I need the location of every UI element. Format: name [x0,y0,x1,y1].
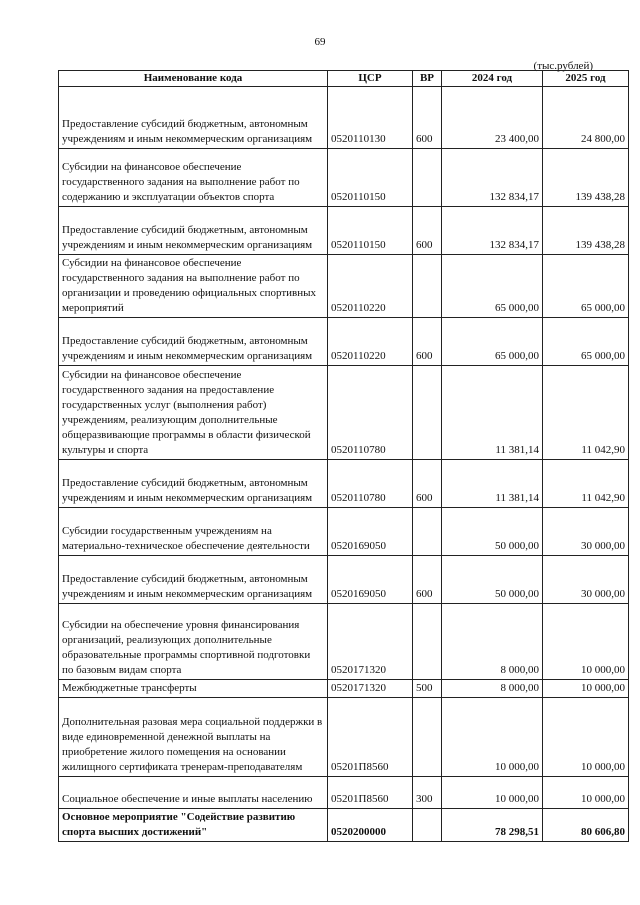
row-vr: 300 [413,777,442,809]
row-2024: 10 000,00 [442,698,543,777]
row-name: Основное мероприятие "Содействие развитию спорта высших достижений" [59,809,328,842]
row-2024: 132 834,17 [442,149,543,207]
row-csr: 0520110780 [328,366,413,460]
row-name: Предоставление субсидий бюджетным, автономным учреждениям и иным некоммерческим организациям [59,460,328,508]
header-csr: ЦСР [328,71,413,87]
header-2025: 2025 год [543,71,629,87]
row-2024: 11 381,14 [442,366,543,460]
row-2024: 65 000,00 [442,255,543,318]
row-vr [413,698,442,777]
row-2024: 50 000,00 [442,508,543,556]
row-2025: 139 438,28 [543,149,629,207]
row-name: Предоставление субсидий бюджетным, автономным учреждениям и иным некоммерческим организациям [59,556,328,604]
row-2025: 65 000,00 [543,318,629,366]
row-name: Социальное обеспечение и иные выплаты населению [59,777,328,809]
table-row [59,460,629,508]
row-name: Дополнительная разовая мера социальной поддержки в виде единовременной денежной выплаты на приобретение жилого помещения на основании жилищного сертификата тренерам-преподавателям [59,698,328,777]
row-vr [413,149,442,207]
table-row [59,508,629,556]
row-name: Предоставление субсидий бюджетным, автономным учреждениям и иным некоммерческим организациям [59,318,328,366]
row-vr [413,604,442,680]
row-vr: 600 [413,207,442,255]
row-2024: 10 000,00 [442,777,543,809]
row-2025: 80 606,80 [543,809,629,842]
row-name: Субсидии на финансовое обеспечение государственного задания на выполнение работ по содержанию и эксплуатации объектов спорта [59,149,328,207]
table-row [59,680,629,698]
row-vr [413,508,442,556]
row-vr [413,255,442,318]
row-2024: 8 000,00 [442,680,543,698]
table-row [59,604,629,680]
row-csr: 05201П8560 [328,698,413,777]
row-name: Субсидии на обеспечение уровня финансирования организаций, реализующих дополнительные образовательные программы спортивной подготовки по базовым видам спорта [59,604,328,680]
table-row [59,366,629,460]
row-2024: 50 000,00 [442,556,543,604]
row-csr: 0520169050 [328,556,413,604]
row-2024: 8 000,00 [442,604,543,680]
row-csr: 0520171320 [328,680,413,698]
row-2025: 139 438,28 [543,207,629,255]
row-name: Субсидии на финансовое обеспечение государственного задания на выполнение работ по организации и проведению официальных спортивных мероприятий [59,255,328,318]
row-2025: 10 000,00 [543,680,629,698]
table-row [59,255,629,318]
table-row [59,207,629,255]
table-row [59,318,629,366]
row-2025: 10 000,00 [543,698,629,777]
row-2024: 65 000,00 [442,318,543,366]
row-2025: 65 000,00 [543,255,629,318]
row-2024: 132 834,17 [442,207,543,255]
row-vr [413,366,442,460]
header-2024: 2024 год [442,71,543,87]
row-2025: 11 042,90 [543,366,629,460]
page-number: 69 [314,36,326,48]
row-csr: 0520169050 [328,508,413,556]
row-vr [413,809,442,842]
row-vr: 600 [413,87,442,149]
row-vr: 600 [413,556,442,604]
row-csr: 0520110130 [328,87,413,149]
row-csr: 0520110220 [328,255,413,318]
table-header-row [59,71,629,87]
table-row [59,777,629,809]
row-vr: 600 [413,318,442,366]
row-csr: 0520171320 [328,604,413,680]
row-csr: 0520110220 [328,318,413,366]
table-row-total [59,809,629,842]
row-name: Предоставление субсидий бюджетным, автономным учреждениям и иным некоммерческим организациям [59,87,328,149]
header-vr: ВР [413,71,442,87]
row-vr: 500 [413,680,442,698]
row-2024: 78 298,51 [442,809,543,842]
row-csr: 05201П8560 [328,777,413,809]
table-row [59,149,629,207]
table-row [59,698,629,777]
row-name: Межбюджетные трансферты [59,680,328,698]
row-2025: 11 042,90 [543,460,629,508]
budget-table [58,70,629,842]
row-2025: 10 000,00 [543,604,629,680]
table-row [59,87,629,149]
row-vr: 600 [413,460,442,508]
row-csr: 0520110150 [328,207,413,255]
row-2025: 10 000,00 [543,777,629,809]
row-name: Субсидии государственным учреждениям на материально-техническое обеспечение деятельности [59,508,328,556]
table-row [59,556,629,604]
row-2025: 24 800,00 [543,87,629,149]
row-2024: 11 381,14 [442,460,543,508]
row-csr: 0520110150 [328,149,413,207]
row-name: Предоставление субсидий бюджетным, автономным учреждениям и иным некоммерческим организациям [59,207,328,255]
row-name: Субсидии на финансовое обеспечение государственного задания на предоставление государственных услуг (выполнения работ) учреждениям, реализующим дополнительные общеразвивающие программы в области физической культуры и спорта [59,366,328,460]
row-2025: 30 000,00 [543,556,629,604]
units-label: (тыс.рублей) [533,60,593,72]
row-csr: 0520110780 [328,460,413,508]
row-2025: 30 000,00 [543,508,629,556]
header-name: Наименование кода [59,71,328,87]
row-2024: 23 400,00 [442,87,543,149]
row-csr: 0520200000 [328,809,413,842]
